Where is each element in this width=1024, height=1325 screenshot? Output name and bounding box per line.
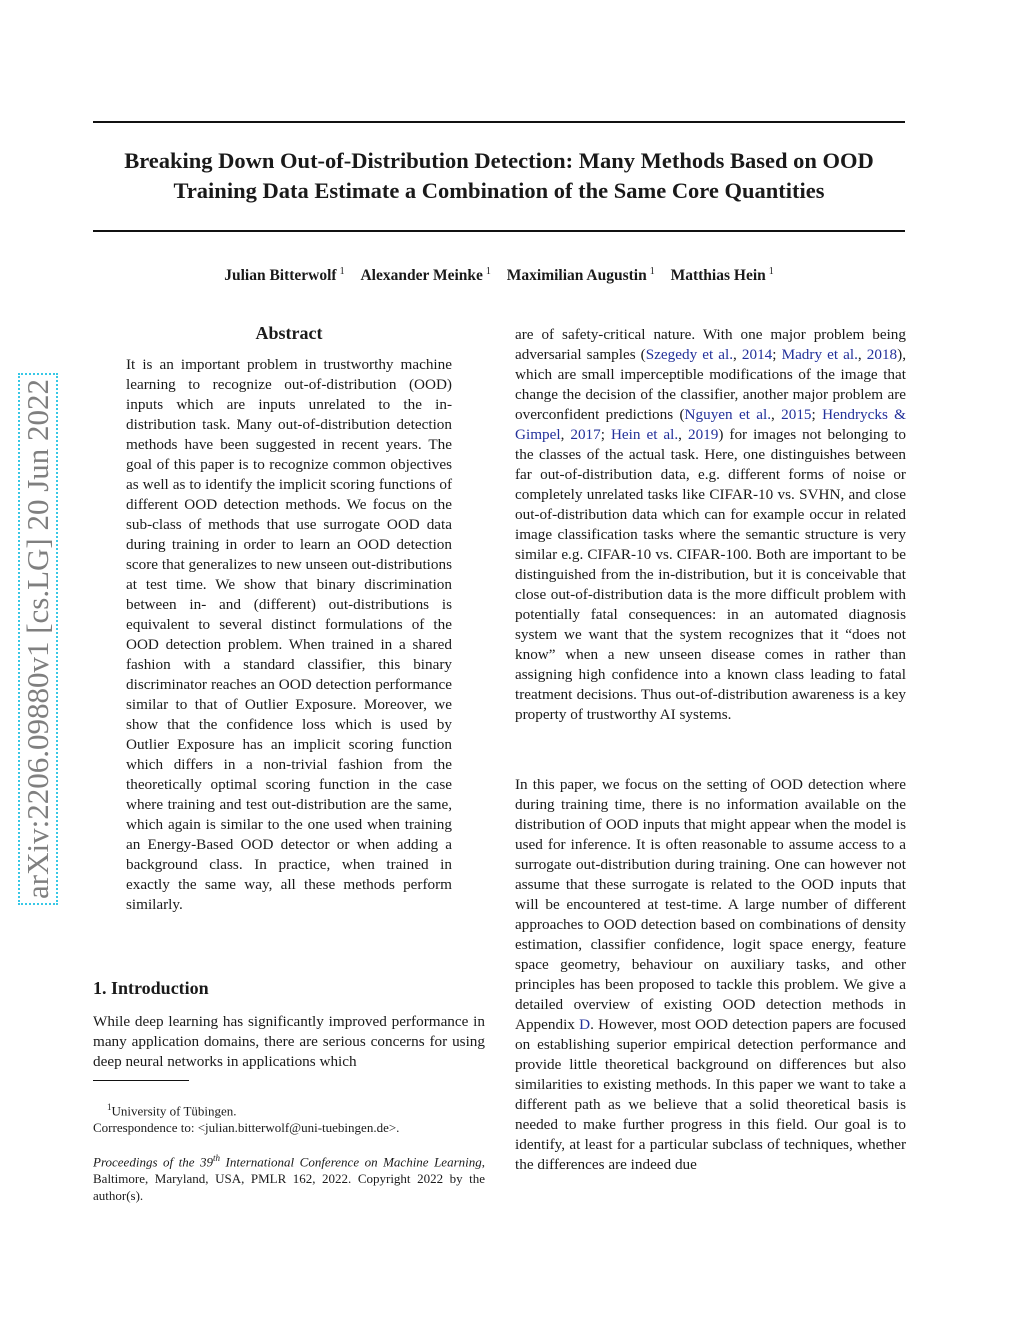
affiliation-footnote: $^1$University of Tübingen. Correspondence to: <julian.bitterwolf@uni-tuebingen.de>.: [93, 1099, 485, 1136]
citation-link[interactable]: 2015: [781, 406, 812, 423]
right-column-paragraph-1: are of safety-critical nature. With one major problem being adversarial samples (Szegedy et al., 2014; Madry et al., 2018), which are small imperceptible modifications of the image that change the decision of the classifier, another major problem are overconfident predictions (Nguyen et al., 2015; Hendrycks & Gimpel, 2017; Hein et al., 2019) for images not belonging to the classes of the actual task. Here, one distinguishes between far out-of-distribution data, e.g. different forms of noise or completely unrelated tasks like CIFAR-10 vs. SVHN, and close out-of-distribution data which can for example occur in related image classification tasks where the semantic structure is very similar e.g. CIFAR-10 vs. CIFAR-100. Both are important to be distinguished from the in-distribution, but it is conceivable that close out-of-distribution data is the more difficult problem with potentially fatal consequences: in an automated diagnosis system we want that the system recognizes that it “does not know” when a new unseen disease comes in rather than assigning high confidence into a known class leading to fatal treatment decisions. Thus out-of-distribution awareness is a key property of trustworthy AI systems.: [515, 326, 907, 723]
introduction-heading: 1. Introduction: [93, 978, 209, 998]
citation-link[interactable]: Szegedy et al.: [645, 346, 734, 363]
right-column-paragraph-2: In this paper, we focus on the setting of OOD detection where during training time, there is no information available on the distribution of OOD inputs that might appear when the model is used for inference. It is often reasonable to assume access to a surrogate out-distribution during training. One can however not assume that these surrogate is related to the OOD inputs that will be encountered at test-time. A large number of different approaches to OOD detection based on combinations of density estimation, classifier confidence, logit space energy, feature space geometry, behaviour on auxiliary tasks, and other principles has been proposed to tackle this problem. We give a detailed overview of existing OOD detection methods in Appendix D. However, most OOD detection papers are focused on establishing superior empirical detection performance and provide little theoretical background on differences but also similarities to existing methods. In this paper we want to take a different path as we believe that a solid theoretical basis is needed to make further progress in this field. Our goal is to identify, at least for a particular subclass of techniques, whether the differences are indeed due: [515, 776, 906, 1173]
citation-link[interactable]: Hendrycks & Gimpel: [515, 406, 906, 443]
arxiv-identifier[interactable]: arXiv:2206.09880v1 [cs.LG] 20 Jun 2022: [18, 373, 58, 905]
title-line-2: Training Data Estimate a Combination of the Same Core Quantities: [173, 178, 825, 203]
author: Julian Bitterwolf $^1$: [224, 266, 345, 285]
author: Matthias Hein $^1$: [670, 266, 774, 285]
citation-link[interactable]: 2019: [687, 426, 719, 443]
footnote-rule: [93, 1080, 189, 1081]
author: Alexander Meinke $^1$: [360, 266, 491, 285]
citation-link[interactable]: Nguyen et al.: [684, 406, 772, 423]
introduction-text: While deep learning has significantly improved performance in many application domains, there are serious concerns for using deep neural networks in applications which: [93, 1013, 485, 1070]
paper-title: [93, 146, 905, 206]
citation-link[interactable]: 2017: [570, 426, 601, 443]
correspondence: Correspondence to: <julian.bitterwolf@uni-tuebingen.de>.: [93, 1120, 400, 1136]
proceedings-footnote: Proceedings of the 39th International Conference on Machine Learning, Baltimore, Maryland, USA, PMLR 162, 2022. Copyright 2022 by the author(s).: [93, 1153, 485, 1204]
abstract-heading: Abstract: [255, 323, 323, 343]
top-rule: [93, 121, 905, 123]
citation-link[interactable]: 2014: [741, 346, 773, 363]
title-line-1: Breaking Down Out-of-Distribution Detection: Many Methods Based on OOD: [124, 148, 874, 173]
citation-link[interactable]: Madry et al.: [781, 346, 858, 363]
bottom-title-rule: [93, 230, 905, 232]
author: Maximilian Augustin $^1$: [506, 266, 655, 285]
citation-link[interactable]: 2018: [866, 346, 898, 363]
appendix-link[interactable]: D: [579, 1016, 591, 1033]
author-list: [93, 266, 905, 285]
citation-link[interactable]: Hein et al.: [610, 426, 679, 443]
abstract-text: It is an important problem in trustworthy machine learning to recognize out-of-distribution (OOD) inputs which are inputs unrelated to the in-distribution task. Many out-of-distribution detection methods have been suggested in recent years. The goal of this paper is to recognize common objectives as well as to identify the implicit scoring functions of different OOD detection methods. We focus on the sub-class of methods that use surrogate OOD data during training in order to learn an OOD detection score that generalizes to new unseen out-distributions at test time. We show that binary discrimination between in- and (different) out-distributions is equivalent to several distinct formulations of the OOD detection problem. When trained in a shared fashion with a standard classifier, this binary discriminator reaches an OOD detection performance similar to that of Outlier Exposure. Moreover, we show that the confidence loss which is used by Outlier Exposure has an implicit scoring function which differs in a non-trivial fashion from the theoretically optimal scoring function in the case where training and test out-distribution are the same, which again is similar to the one used when training an Energy-Based OOD detector or when adding a background class. In practice, when trained in exactly the same way, all these methods perform similarly.: [126, 356, 452, 913]
